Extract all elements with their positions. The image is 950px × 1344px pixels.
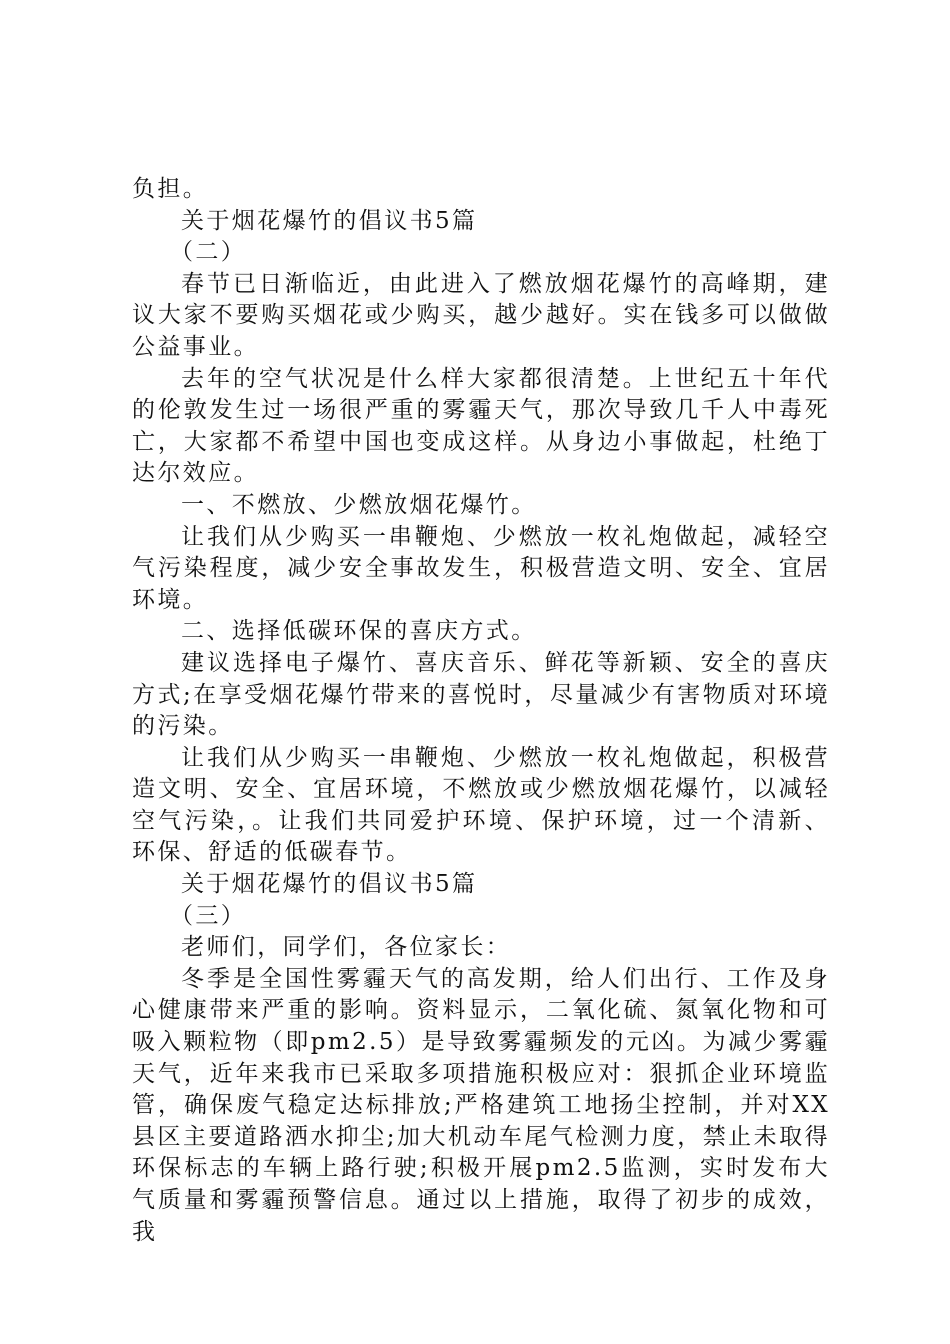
paragraph: 建议选择电子爆竹、喜庆音乐、鲜花等新颖、安全的喜庆方式;在享受烟花爆竹带来的喜悦时，尽量减少有害物质对环境的污染。 xyxy=(132,649,830,740)
list-heading: 一、不燃放、少燃放烟花爆竹。 xyxy=(181,491,537,518)
paragraph: 冬季是全国性雾霾天气的高发期，给人们出行、工作及身心健康带来严重的影响。资料显示，二氧化硫、氮氧化物和可吸入颗粒物（即pm2.5）是导致雾霾频发的元凶。为减少雾霾天气，近年来我市已采取多项措施积极应对：狠抓企业环境监管，确保废气稳定达标排放;严格建筑工地扬尘控制，并对XX县区主要道路洒水抑尘;加大机动车尾气检测力度，禁止未取得环保标志的车辆上路行驶;积极开展pm2.5监测，实时发布大气质量和雾霾预警信息。通过以上措施，取得了初步的成效，我 xyxy=(132,965,830,1245)
paragraph: 让我们从少购买一串鞭炮、少燃放一枚礼炮做起，积极营造文明、安全、宜居环境，不燃放或少燃放烟花爆竹，以减轻空气污染，。让我们共同爱护环境、保护环境，过一个清新、环保、舒适的低碳春节。 xyxy=(132,744,830,866)
document-body xyxy=(132,174,830,1248)
paragraph: 去年的空气状况是什么样大家都很清楚。上世纪五十年代的伦敦发生过一场很严重的雾霾天气，那次导致几千人中毒死亡，大家都不希望中国也变成这样。从身边小事做起，杜绝丁达尔效应。 xyxy=(132,365,830,487)
paragraph: 让我们从少购买一串鞭炮、少燃放一枚礼炮做起，减轻空气污染程度，减少安全事故发生，积极营造文明、安全、宜居环境。 xyxy=(132,523,830,613)
paragraph-continuation: 负担。 xyxy=(132,176,209,202)
section-heading: 关于烟花爆竹的倡议书5篇 xyxy=(181,871,478,898)
salutation: 老师们，同学们，各位家长： xyxy=(181,934,512,961)
section-number: （二） xyxy=(170,239,247,266)
paragraph: 春节已日渐临近，由此进入了燃放烟花爆竹的高峰期，建议大家不要购买烟花或少购买，越少越好。实在钱多可以做做公益事业。 xyxy=(132,270,830,360)
section-heading: 关于烟花爆竹的倡议书5篇 xyxy=(181,207,478,234)
section-number: （三） xyxy=(170,902,247,929)
list-heading: 二、选择低碳环保的喜庆方式。 xyxy=(181,618,537,645)
